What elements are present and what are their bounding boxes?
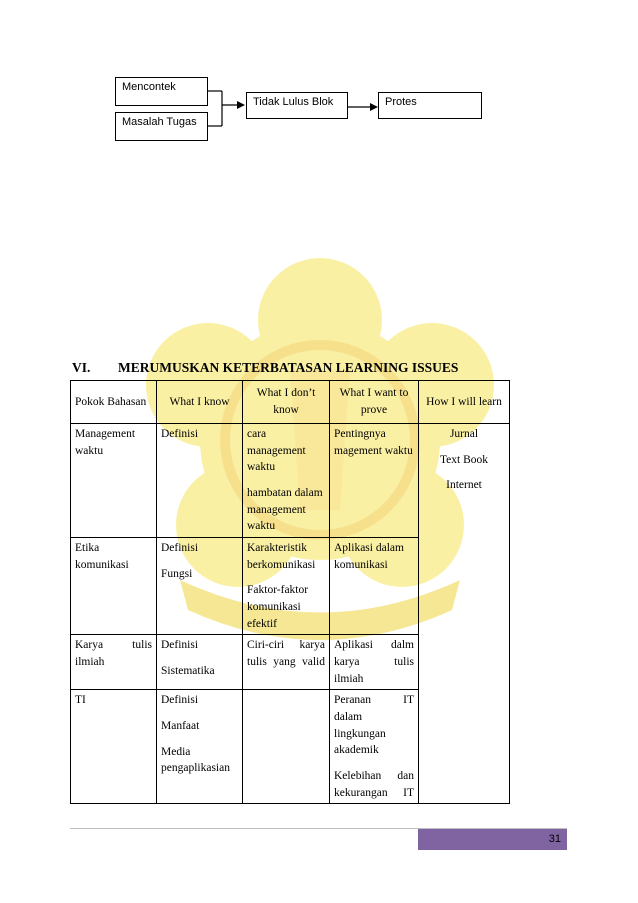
cell-text: Faktor-faktor komunikasi efektif <box>247 584 309 630</box>
diagram-connectors <box>0 0 638 150</box>
cell-text: Internet <box>446 479 482 492</box>
cell-dont-know <box>243 424 330 538</box>
cell-prove <box>330 690 419 804</box>
cell-dont-know <box>243 635 330 690</box>
table-header-row <box>71 381 510 424</box>
cell-topic: Management waktu <box>71 424 157 538</box>
cell-know <box>157 690 243 804</box>
table-row <box>71 424 510 538</box>
cell-topic: Karya tulis ilmiah <box>71 635 157 690</box>
cell-prove <box>330 538 419 635</box>
cell-know <box>157 635 243 690</box>
diagram-box-mencontek: Mencontek <box>115 77 208 106</box>
cell-text: Kelebihan dan kekurangan IT <box>334 770 414 799</box>
cell-text: Aplikasi dalam komunikasi <box>334 542 404 571</box>
cell-learn <box>419 424 510 804</box>
header-how-i-will-learn: How I will learn <box>419 381 510 424</box>
cell-text: Definisi <box>161 639 199 652</box>
section-number: VI. <box>72 360 91 375</box>
cell-text: hambatan dalam management waktu <box>247 487 323 533</box>
cell-text: Jurnal <box>449 428 479 440</box>
cell-dont-know <box>243 690 330 804</box>
cell-text: Pentingnya magement waktu <box>334 428 413 457</box>
cell-text: Karakteristik berkomunikasi <box>247 542 316 571</box>
cell-text: Media pengaplikasian <box>161 745 230 775</box>
cell-text: Definisi <box>161 542 199 555</box>
cell-text: Peranan IT dalam lingkungan akademik <box>334 694 414 757</box>
cell-text: cara management waktu <box>247 428 306 474</box>
cell-text: Manfaat <box>161 720 200 733</box>
cell-text: Definisi <box>161 694 199 707</box>
cell-dont-know <box>243 538 330 635</box>
section-title: MERUMUSKAN KETERBATASAN LEARNING ISSUES <box>118 360 459 375</box>
cell-text: Fungsi <box>161 567 193 580</box>
learning-issues-table <box>70 380 510 804</box>
diagram-box-masalah-tugas: Masalah Tugas <box>115 112 208 141</box>
cell-topic: Etika komunikasi <box>71 538 157 635</box>
header-what-i-want-to-prove: What I want to prove <box>330 381 419 424</box>
section-heading <box>72 360 458 376</box>
cell-prove <box>330 424 419 538</box>
cell-know <box>157 424 243 538</box>
page-number: 31 <box>418 829 567 850</box>
cell-text: Text Book <box>439 453 489 466</box>
diagram-box-tidak-lulus-blok: Tidak Lulus Blok <box>246 92 348 119</box>
cell-text: Definisi <box>161 428 199 440</box>
diagram-box-protes: Protes <box>378 92 482 119</box>
header-pokok-bahasan: Pokok Bahasan <box>71 381 157 424</box>
cell-text: Ciri-ciri karya tulis yang valid <box>247 639 325 669</box>
cell-know <box>157 538 243 635</box>
header-what-i-know: What I know <box>157 381 243 424</box>
cell-topic: TI <box>71 690 157 804</box>
cell-text: Sistematika <box>161 665 215 678</box>
header-what-i-dont-know: What I don’t know <box>243 381 330 424</box>
cell-prove <box>330 635 419 690</box>
cell-text: Aplikasi dalm karya tulis ilmiah <box>334 639 414 685</box>
